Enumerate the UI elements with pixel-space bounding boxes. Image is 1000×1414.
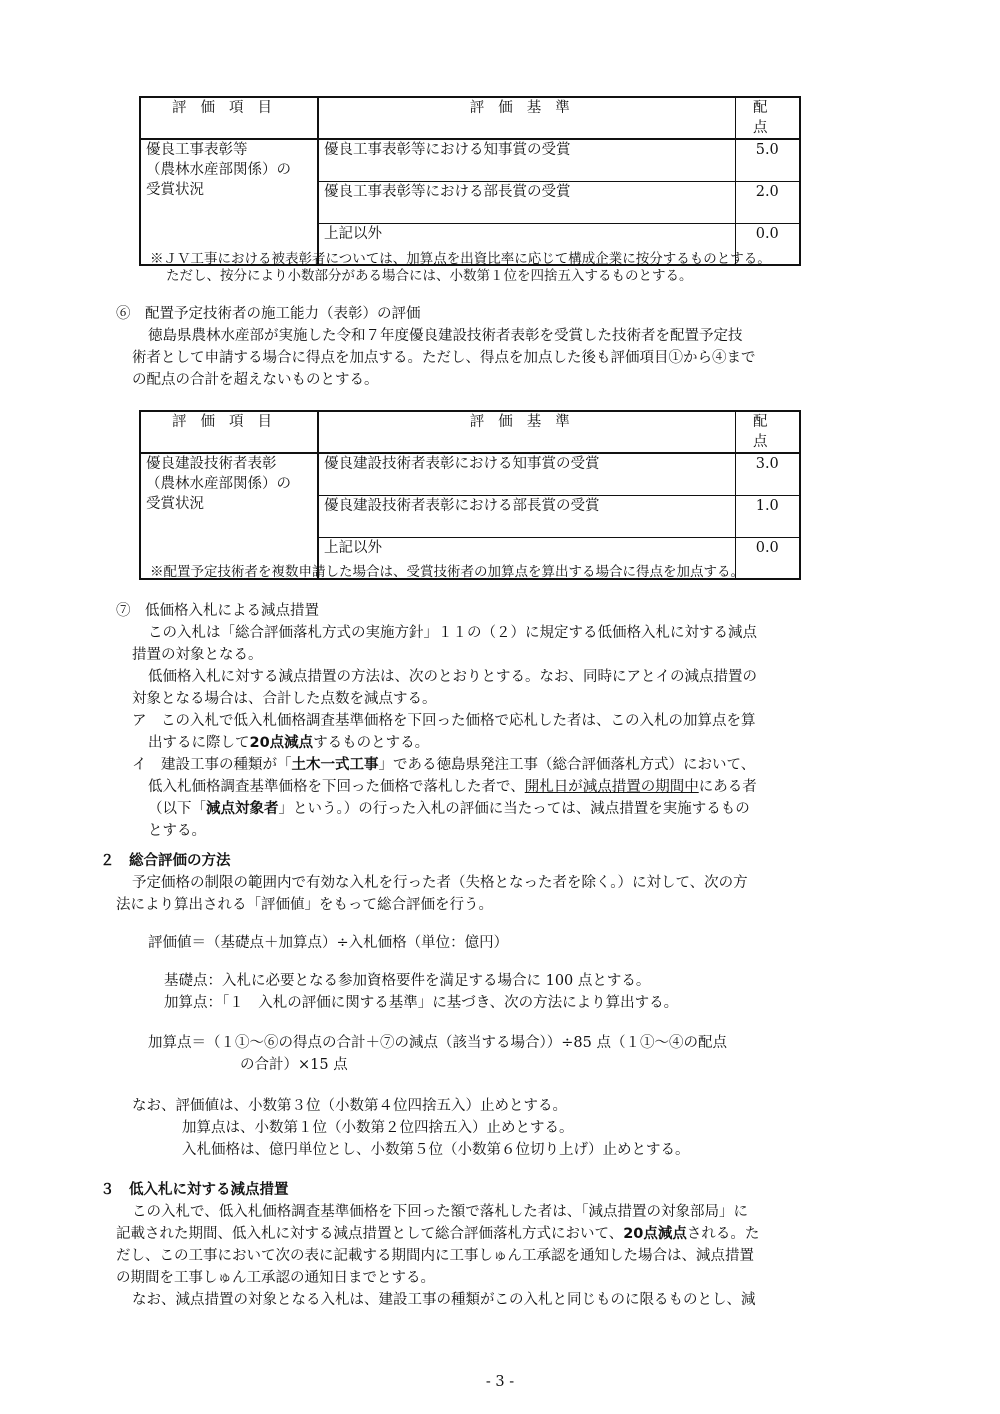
points-cell: 3.0 <box>735 453 800 495</box>
text-span: （以下「 <box>148 801 206 817</box>
criterion-cell: 優良工事表彰等における部長賞の受賞 <box>318 181 735 223</box>
text-span: 出するに際して <box>148 735 250 751</box>
paragraph-line: この入札で、低入札価格調査基準価格を下回った額で落札した者は、「減点措置の対象部局」に <box>132 1204 748 1220</box>
table-note: ※ＪＶ工事における被表彰者については、加算点を出資比率に応じて構成企業に按分するものとする。 <box>150 251 771 267</box>
table-row <box>140 139 800 181</box>
list-item-a: ア この入札で低入札価格調査基準価格を下回った価格で応札した者は、この入札の加算点を算 <box>132 713 756 729</box>
paragraph-line: 予定価格の制限の範囲内で有効な入札を行った者（失格となった者を除く。）に対して、次の方 <box>132 875 748 891</box>
header-points: 配点 <box>735 97 800 139</box>
criterion-cell: 上記以外 <box>318 223 735 265</box>
formula-additional-points: 加算点＝（１①～⑥の得点の合計＋⑦の減点（該当する場合））÷85 点（１①～④の配点 <box>148 1035 727 1051</box>
list-item-i-continued <box>148 777 757 797</box>
header-criterion: 評価基準 <box>318 97 735 139</box>
paragraph-line: 法により算出される「評価値」をもって総合評価を行う。 <box>116 897 493 913</box>
section-heading: ２ 総合評価の方法 <box>100 853 231 869</box>
table-note: ただし、按分により小数部分がある場合には、小数第１位を四捨五入するものとする。 <box>166 268 693 284</box>
list-item-i-continued <box>148 799 750 819</box>
emphasis: 減点対象者 <box>206 801 279 817</box>
table-header-row <box>140 411 800 453</box>
criterion-cell: 優良建設技術者表彰における知事賞の受賞 <box>318 453 735 495</box>
rounding-rule: なお、評価値は、小数第３位（小数第４位四捨五入）止めとする。 <box>132 1098 567 1114</box>
paragraph-line <box>116 1224 759 1244</box>
list-item-a-continued <box>148 733 429 753</box>
paragraph-line: 術者として申請する場合に得点を加点する。ただし、得点を加点した後も評価項目①から④まで <box>132 350 756 366</box>
header-item: 評価項目 <box>140 97 318 139</box>
item-line: （農林水産部関係）の <box>146 162 291 178</box>
emphasis: 土木一式工事 <box>291 757 379 773</box>
header-item: 評価項目 <box>140 411 318 453</box>
paragraph-line: の期間を工事しゅん工承認の通知日までとする。 <box>116 1270 435 1286</box>
criterion-cell: 上記以外 <box>318 537 735 579</box>
points-cell: 5.0 <box>735 139 800 181</box>
paragraph-line: 低価格入札に対する減点措置の方法は、次のとおりとする。なお、同時にアとイの減点措置の <box>148 669 757 685</box>
text-span: するものとする。 <box>313 735 430 751</box>
award-evaluation-table <box>139 96 801 266</box>
section-heading: ３ 低入札に対する減点措置 <box>100 1182 289 1198</box>
item-line: 受賞状況 <box>146 496 204 512</box>
definition-base-points: 基礎点：入札に必要となる参加資格要件を満足する場合に 100 点とする。 <box>164 973 651 989</box>
header-criterion: 評価基準 <box>318 411 735 453</box>
technician-award-table <box>139 410 801 580</box>
emphasis: 20点減点 <box>623 1226 687 1242</box>
item-line: 優良建設技術者表彰 <box>146 456 277 472</box>
paragraph-line: この入札は「総合評価落札方式の実施方針」１１の（２）に規定する低価格入札に対する減点 <box>148 625 757 641</box>
list-item-i <box>132 755 755 775</box>
text-span: 低入札価格調査基準価格を下回った価格で落札した者で、 <box>148 779 525 795</box>
text-span: イ 建設工事の種類が「 <box>132 757 292 773</box>
definition-additional-points: 加算点：「１ 入札の評価に関する基準」に基づき、次の方法により算出する。 <box>164 995 679 1011</box>
paragraph-line: 徳島県農林水産部が実施した令和７年度優良建設技術者表彰を受賞した技術者を配置予定技 <box>148 328 743 344</box>
points-cell: 1.0 <box>735 495 800 537</box>
text-span: 」である徳島県発注工事（総合評価落札方式）において、 <box>378 757 756 773</box>
points-cell: 2.0 <box>735 181 800 223</box>
header-points: 配点 <box>735 411 800 453</box>
section-heading: ⑦ 低価格入札による減点措置 <box>116 603 319 619</box>
underlined-text: 開札日が減点措置の期間中 <box>524 779 699 795</box>
rounding-rule: 加算点は、小数第１位（小数第２位四捨五入）止めとする。 <box>182 1120 574 1136</box>
paragraph-line: 措置の対象となる。 <box>132 647 263 663</box>
points-cell: 0.0 <box>735 223 800 265</box>
paragraph-line: の配点の合計を超えないものとする。 <box>132 372 379 388</box>
paragraph-line: なお、減点措置の対象となる入札は、建設工事の種類がこの入札と同じものに限るものとし、減 <box>132 1292 756 1308</box>
formula-evaluation-value: 評価値＝（基礎点＋加算点）÷入札価格（単位：億円） <box>148 935 509 951</box>
table-row <box>140 453 800 495</box>
text-span: にある者 <box>698 779 757 795</box>
text-span: 」という。）の行った入札の評価に当たっては、減点措置を実施するもの <box>278 801 750 817</box>
table-note: ※配置予定技術者を複数申請した場合は、受賞技術者の加算点を算出する場合に得点を加点する。 <box>150 564 744 580</box>
evaluation-item-cell <box>140 453 318 579</box>
emphasis: 20点減点 <box>249 735 314 751</box>
page-number: - 3 - <box>485 1374 515 1390</box>
item-line: 優良工事表彰等 <box>146 142 248 158</box>
paragraph-line: 対象となる場合は、合計した点数を減点する。 <box>132 691 437 707</box>
paragraph-line: だし、この工事において次の表に記載する期間内に工事しゅん工承認を通知した場合は、減点措置 <box>116 1248 754 1264</box>
section-heading: ⑥ 配置予定技術者の施工能力（表彰）の評価 <box>116 306 421 322</box>
formula-additional-points-continued: の合計）×15 点 <box>240 1057 348 1073</box>
table-header-row <box>140 97 800 139</box>
list-item-i-continued: とする。 <box>148 823 206 839</box>
evaluation-item-cell <box>140 139 318 265</box>
text-span: される。た <box>686 1226 760 1242</box>
criterion-cell: 優良工事表彰等における知事賞の受賞 <box>318 139 735 181</box>
points-cell: 0.0 <box>735 537 800 579</box>
item-line: 受賞状況 <box>146 182 204 198</box>
rounding-rule: 入札価格は、億円単位とし、小数第５位（小数第６位切り上げ）止めとする。 <box>182 1142 690 1158</box>
criterion-cell: 優良建設技術者表彰における部長賞の受賞 <box>318 495 735 537</box>
text-span: 記載された期間、低入札に対する減点措置として総合評価落札方式において、 <box>116 1226 624 1242</box>
item-line: （農林水産部関係）の <box>146 476 291 492</box>
